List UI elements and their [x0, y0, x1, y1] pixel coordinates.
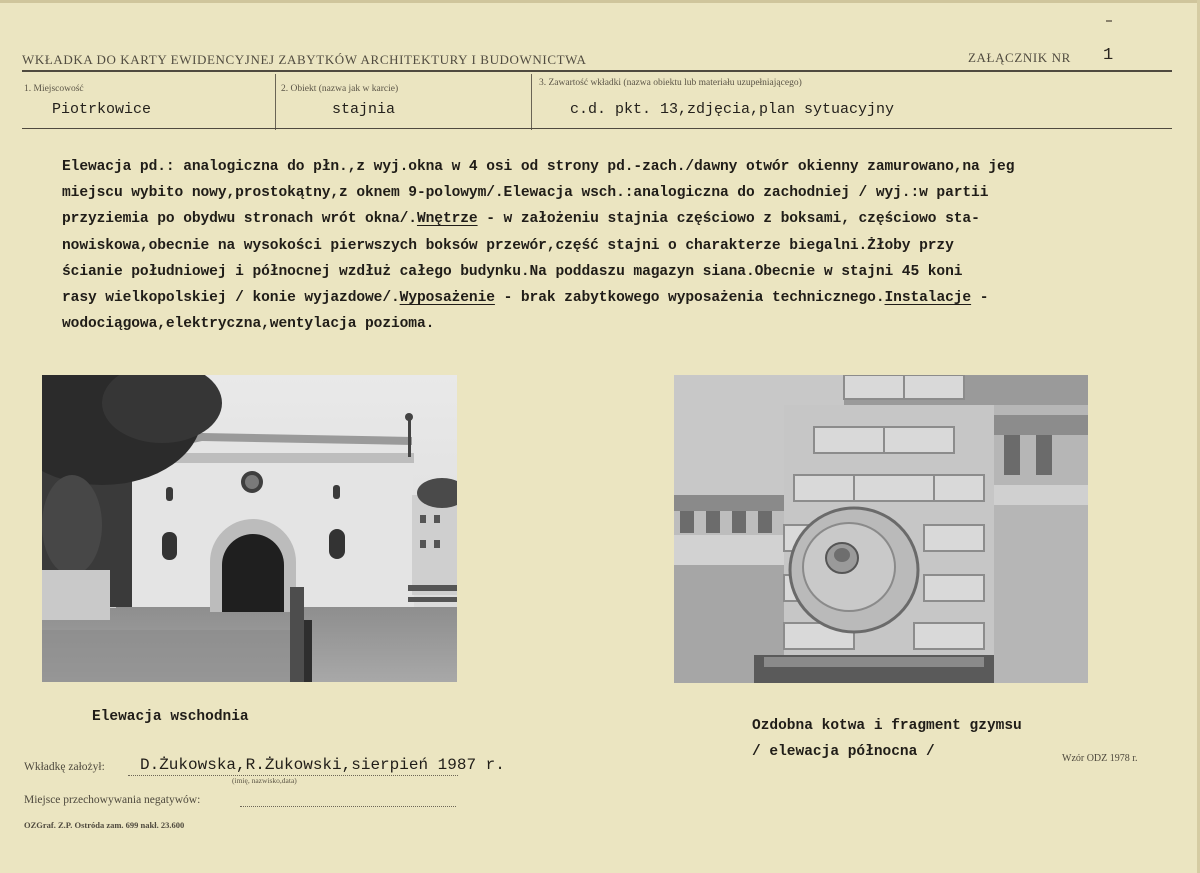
form-code: Wzór ODZ 1978 r. [1062, 753, 1138, 764]
field-divider-1 [275, 74, 276, 130]
printer-info: OZGraf. Z.P. Ostróda zam. 699 nakł. 23.600 [24, 820, 185, 830]
description-fragment: ścianie południowej i północnej wzdłuż całego budynku.Na poddaszu magazyn siana.Obecnie w stajni 45 koni [62, 263, 963, 280]
description-fragment: - brak zabytkowego wyposażenia technicznego. [494, 289, 885, 306]
photo-east-elevation-image [42, 375, 457, 682]
corner-mark [1106, 20, 1112, 22]
section-heading: Wyposażenie [399, 289, 495, 306]
object-value: stajnia [332, 101, 396, 118]
description-fragment: - [971, 289, 989, 306]
section-heading: Wnętrze [416, 211, 478, 228]
created-by-hint: (imię, nazwisko,data) [232, 776, 297, 785]
content-value: c.d. pkt. 13,zdjęcia,plan sytuacyjny [570, 101, 895, 118]
negatives-label: Miejsce przechowywania negatywów: [24, 794, 201, 806]
description-fragment: przyziemia po obydwu stronach wrót okna/. [62, 211, 417, 228]
form-title: WKŁADKA DO KARTY EWIDENCYJNEJ ZABYTKÓW ARCHITEKTURY I BUDOWNICTWA [22, 52, 587, 67]
photo-east-elevation [42, 375, 457, 682]
negatives-dotted-line [240, 806, 456, 807]
description-fragment: nowiskowa,obecnie na wysokości pierwszych boksów przewór,część stajni o charakterze biegalni.Żłoby przy [62, 237, 954, 254]
description-line [62, 285, 1190, 311]
photo-anchor-detail-image [674, 375, 1088, 683]
description-line [62, 233, 1190, 259]
caption-anchor-line-1: Ozdobna kotwa i fragment gzymsu [752, 718, 1022, 734]
header-rule [22, 70, 1172, 72]
description-line [62, 206, 1190, 232]
description-text [62, 154, 1190, 337]
description-line [62, 259, 1190, 285]
caption-anchor-line-2: / elewacja północna / [752, 744, 935, 760]
section-heading: Instalacje [884, 289, 972, 306]
caption-east-elevation: Elewacja wschodnia [92, 709, 249, 725]
description-line [62, 311, 1190, 337]
annex-label: ZAŁĄCZNIK NR [968, 50, 1071, 65]
annex-number: 1 [1103, 46, 1114, 65]
content-label: 3. Zawartość wkładki (nazwa obiektu lub materiału uzupełniającego) [539, 78, 802, 88]
description-fragment: miejscu wybito nowy,prostokątny,z oknem 9-polowym/.Elewacja wsch.:analogiczna do zachodniej / wyj.:w partii [62, 185, 989, 202]
photo-anchor-detail [674, 375, 1088, 683]
object-label: 2. Obiekt (nazwa jak w karcie) [281, 84, 399, 94]
description-fragment: Elewacja pd.: analogiczna do płn.,z wyj.okna w 4 osi od strony pd.-zach./dawny otwór okienny zamurowano,na jeg [62, 159, 1015, 175]
fields-bottom-rule [22, 128, 1172, 129]
place-value: Piotrkowice [52, 101, 152, 118]
description-line [62, 154, 1190, 180]
description-fragment: rasy wielkopolskiej / konie wyjazdowe/. [62, 289, 400, 306]
description-fragment: - w założeniu stajnia częściowo z boksami, częściowo sta- [477, 211, 980, 228]
created-by-value: D.Żukowska,R.Żukowski,sierpień 1987 r. [140, 756, 505, 774]
created-by-label: Wkładkę założył: [24, 761, 105, 773]
place-label: 1. Miejscowość [24, 84, 84, 94]
field-divider-2 [531, 74, 532, 130]
paper-edge-top [0, 0, 1200, 3]
description-fragment: wodociągowa,elektryczna,wentylacja pozioma. [62, 316, 435, 333]
description-line [62, 180, 1190, 206]
